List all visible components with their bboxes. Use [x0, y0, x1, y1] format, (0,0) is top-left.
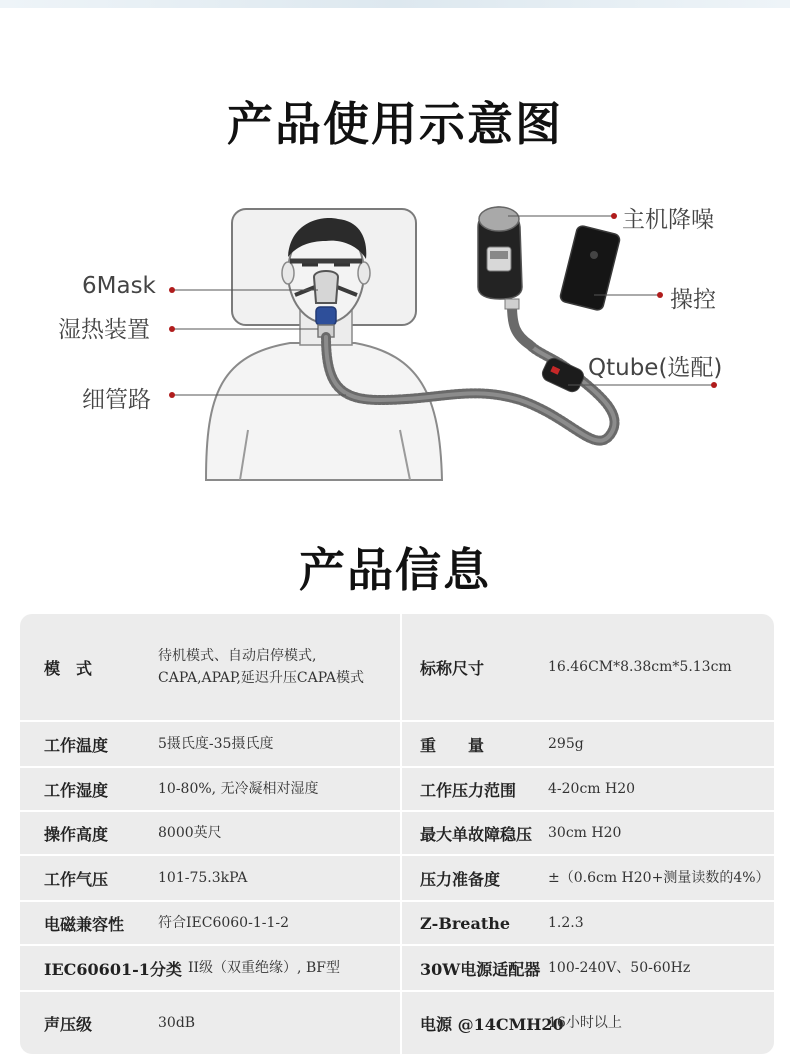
- table-row: [20, 902, 774, 946]
- spec-value: 30cm H20: [548, 825, 622, 841]
- spec-value: 8000英尺: [158, 825, 222, 841]
- spec-label: 工作气压: [44, 869, 109, 889]
- table-row: [20, 946, 774, 992]
- spec-label: 标称尺寸: [420, 658, 485, 678]
- phone: [559, 225, 621, 311]
- top-decor-bar: [0, 0, 790, 8]
- product-info-title: 产品信息: [299, 543, 491, 597]
- table-row: [20, 722, 774, 768]
- spec-value: 1.2.3: [548, 915, 584, 931]
- callout-mask: 6Mask: [82, 273, 156, 299]
- spec-label: 工作压力范围: [420, 780, 517, 800]
- spec-value: 295g: [548, 736, 584, 752]
- usage-diagram: [0, 195, 790, 495]
- spec-label: 工作湿度: [44, 780, 109, 800]
- table-row: [20, 992, 774, 1054]
- spec-label: Z-Breathe: [420, 913, 511, 933]
- callout-control: 操控: [670, 287, 716, 313]
- spec-label: 最大单故障稳压: [420, 824, 533, 844]
- spec-value: 4-20cm H20: [548, 781, 636, 797]
- spec-value: ±（0.6cm H20+测量读数的4%）: [548, 870, 770, 886]
- table-row: [20, 614, 774, 722]
- spec-label: 压力准备度: [420, 869, 501, 889]
- spec-value: 10-80%, 无冷凝相对湿度: [158, 781, 319, 797]
- product-info-table: [20, 614, 774, 1054]
- spec-label: 工作温度: [44, 735, 109, 755]
- usage-illustration: [0, 195, 790, 495]
- callout-tube: 细管路: [82, 387, 151, 413]
- spec-label: 30W电源适配器: [420, 959, 541, 979]
- spec-value: 符合IEC6060-1-1-2: [158, 915, 290, 931]
- spec-label: 操作高度: [44, 824, 109, 844]
- spec-value: 16小时以上: [548, 1015, 622, 1031]
- spec-value: 待机模式、自动启停模式, CAPA,APAP,延迟升压CAPA模式: [158, 648, 364, 686]
- callout-qtube: Qtube(选配): [588, 355, 723, 381]
- spec-value: 100-240V、50-60Hz: [548, 960, 691, 976]
- mask-6mask: [314, 271, 338, 303]
- table-row: [20, 856, 774, 902]
- spec-value: 101-75.3kPA: [158, 870, 248, 886]
- spec-value: 30dB: [158, 1015, 196, 1031]
- spec-label: 电源 @14CMH20: [420, 1014, 564, 1034]
- spec-label: 重 量: [420, 735, 485, 755]
- table-row: [20, 812, 774, 856]
- spec-label: 声压级: [44, 1014, 93, 1034]
- table-row: [20, 768, 774, 812]
- callout-humidifier: 湿热装置: [58, 317, 150, 343]
- spec-value: 16.46CM*8.38cm*5.13cm: [548, 659, 732, 675]
- spec-label: IEC60601-1分类: [44, 959, 182, 979]
- spec-value: 5摄氏度-35摄氏度: [158, 736, 274, 752]
- spec-label: 模 式: [44, 658, 93, 678]
- humidifier-unit: [316, 307, 336, 325]
- spec-label: 电磁兼容性: [44, 914, 125, 934]
- usage-diagram-title: 产品使用示意图: [227, 97, 563, 151]
- callout-host: 主机降噪: [622, 207, 714, 233]
- spec-value: II级（双重绝缘）, BF型: [188, 960, 340, 976]
